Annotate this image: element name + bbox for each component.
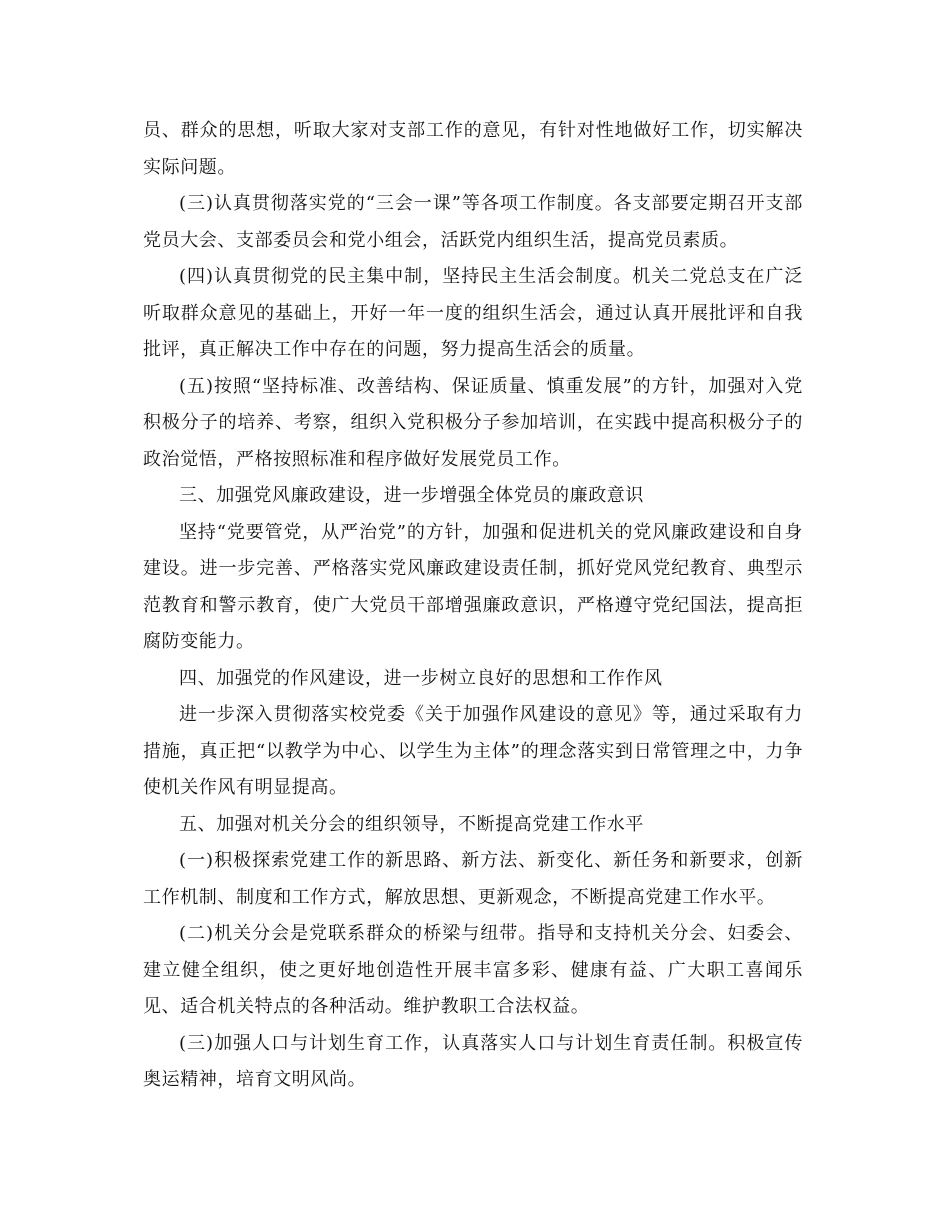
document-body — [143, 113, 803, 1099]
paragraph-item-two: (二)机关分会是党联系群众的桥梁与纽带。指导和支持机关分会、妇委会、建立健全组织，使之更好地创造性开展丰富多彩、健康有益、广大职工喜闻乐见、适合机关特点的各种活动。维护教职工合法权益。 — [143, 923, 803, 1017]
paragraph-section-three: 坚持“党要管党，从严治党”的方针，加强和促进机关的党风廉政建设和自身建设。进一步完善、严格落实党风廉政建设责任制，抓好党风党纪教育、典型示范教育和警示教育，使广大党员干部增强廉政意识，严格遵守党纪国法，提高拒腐防变能力。 — [143, 521, 803, 652]
paragraph-item-four: (四)认真贯彻党的民主集中制，坚持民主生活会制度。机关二党总支在广泛听取群众意见的基础上，开好一年一度的组织生活会，通过认真开展批评和自我批评，真正解决工作中存在的问题，努力提高生活会的质量。 — [143, 266, 803, 360]
paragraph-item-three-b: (三)加强人口与计划生育工作，认真落实人口与计划生育责任制。积极宣传奥运精神，培育文明风尚。 — [143, 1032, 803, 1090]
paragraph-section-four: 进一步深入贯彻落实校党委《关于加强作风建设的意见》等，通过采取有力措施，真正把“以教学为中心、以学生为主体”的理念落实到日常管理之中，力争使机关作风有明显提高。 — [143, 704, 803, 798]
paragraph-item-five: (五)按照“坚持标准、改善结构、保证质量、慎重发展”的方针，加强对入党积极分子的培养、考察，组织入党积极分子参加培训，在实践中提高积极分子的政治觉悟，严格按照标准和程序做好发展党员工作。 — [143, 375, 803, 470]
paragraph-continuation: 员、群众的思想，听取大家对支部工作的意见，有针对性地做好工作，切实解决实际问题。 — [143, 120, 803, 178]
section-heading-three: 三、加强党风廉政建设，进一步增强全体党员的廉政意识 — [179, 485, 644, 506]
section-heading-four: 四、加强党的作风建设，进一步树立良好的思想和工作作风 — [179, 667, 663, 689]
paragraph-item-one: (一)积极探索党建工作的新思路、新方法、新变化、新任务和新要求，创新工作机制、制度和工作方式，解放思想、更新观念，不断提高党建工作水平。 — [143, 850, 803, 908]
paragraph-item-three: (三)认真贯彻落实党的“三会一课”等各项工作制度。各支部要定期召开支部党员大会、支部委员会和党小组会，活跃党内组织生活，提高党员素质。 — [143, 193, 803, 251]
section-heading-five: 五、加强对机关分会的组织领导，不断提高党建工作水平 — [179, 813, 644, 835]
